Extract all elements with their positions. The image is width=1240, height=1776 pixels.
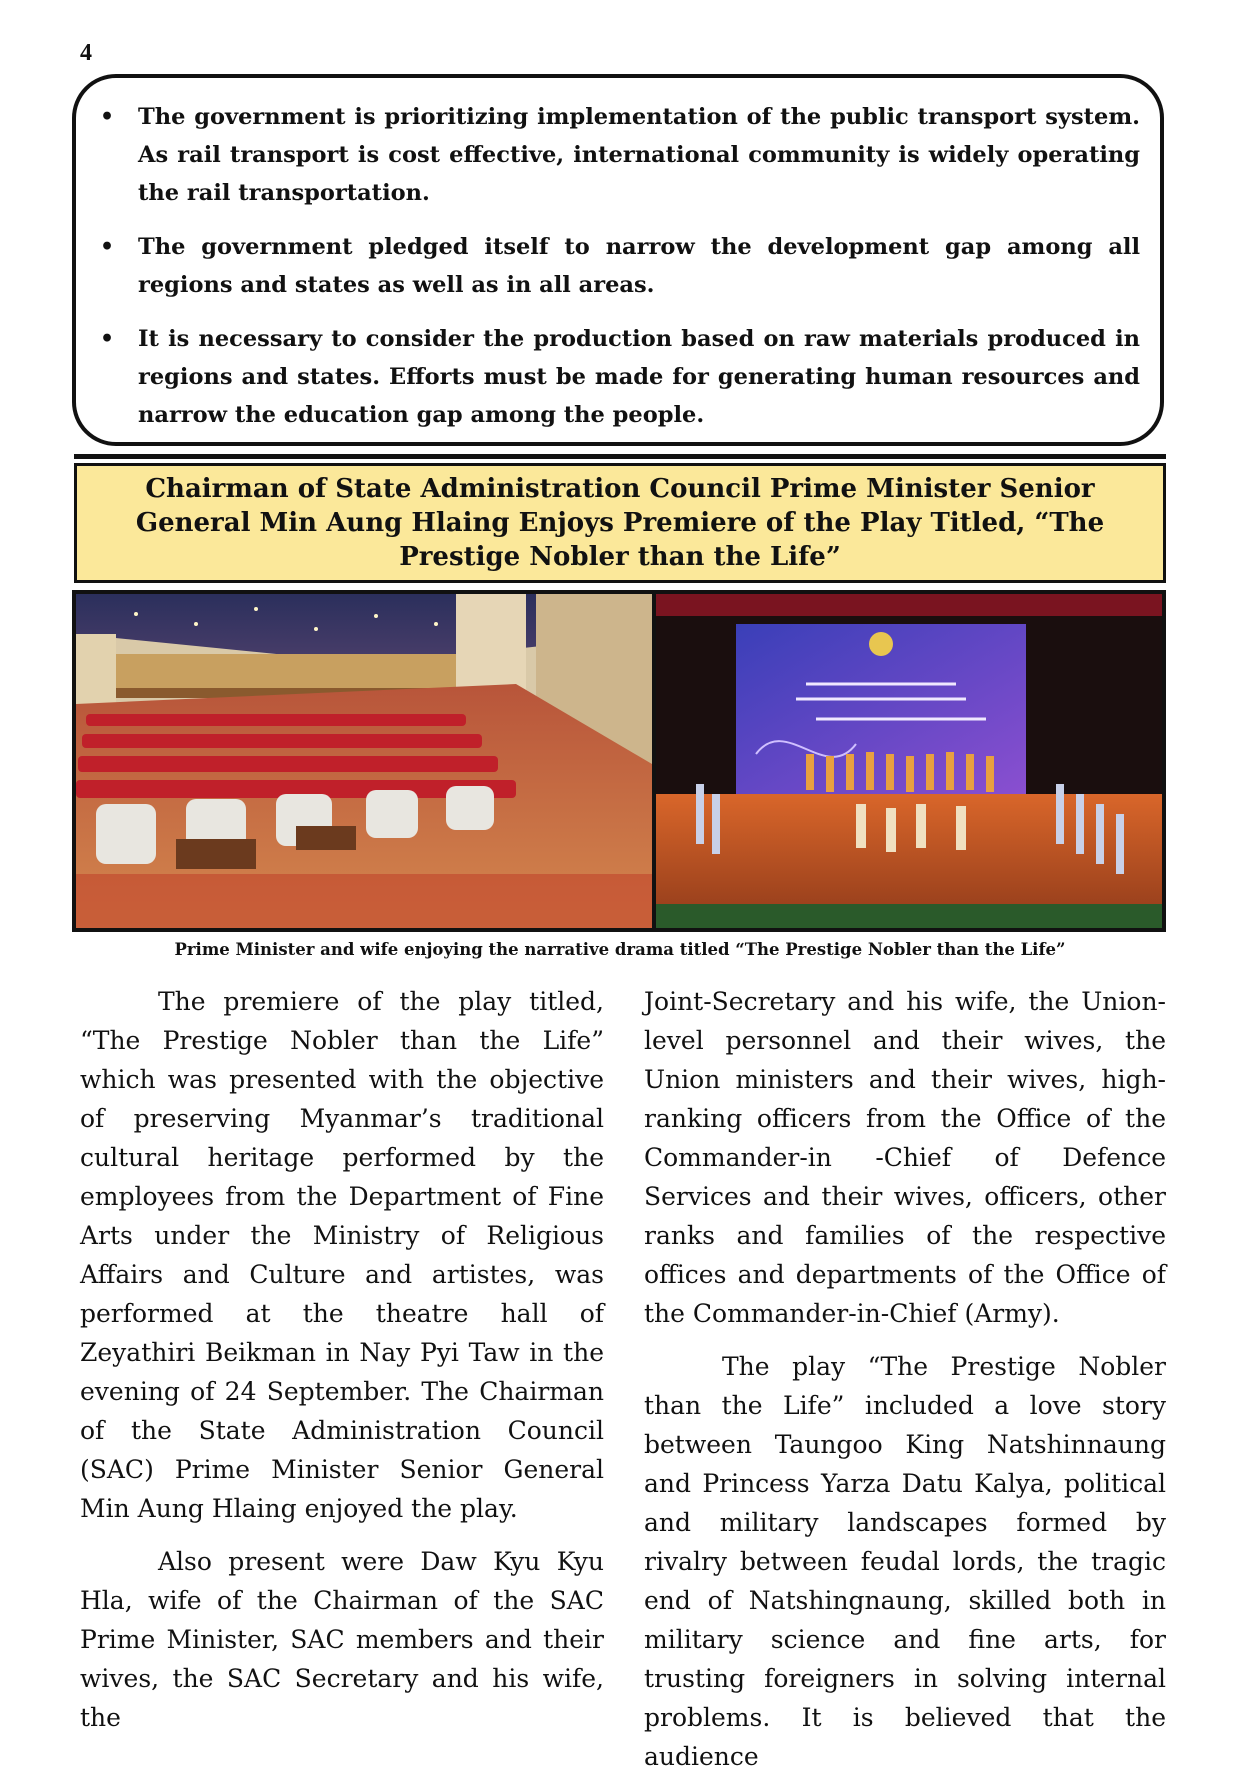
- page-number: 4: [80, 40, 92, 66]
- key-point-text: It is necessary to consider the production based on raw materials produced in regions and states. Efforts must be made for generating human resources and narrow the education gap among the people.: [138, 326, 1140, 428]
- stage-performance-photo: [656, 594, 1162, 928]
- article-paragraph: Joint-Secretary and his wife, the Union-level personnel and their wives, the Union ministers and their wives, high-ranking officers from the Office of the Commander-in -Chief of Defence Services and their wives, officers, other ranks and families of the respective offices and departments of the Office of the Commander-in-Chief (Army).: [644, 987, 1166, 1328]
- section-divider: [74, 454, 1166, 459]
- photo-caption: Prime Minister and wife enjoying the narrative drama titled “The Prestige Nobler than the Life”: [174, 940, 1066, 959]
- article-paragraph: The premiere of the play titled, “The Prestige Nobler than the Life” which was presented with the objective of preserving Myanmar’s traditional cultural heritage performed by the employees from the Department of Fine Arts under the Ministry of Religious Affairs and Culture and artistes, was performed at the theatre hall of Zeyathiri Beikman in Nay Pyi Taw in the evening of 24 September. The Chairman of the State Administration Council (SAC) Prime Minister Senior General Min Aung Hlaing enjoyed the play.: [80, 987, 604, 1523]
- article-headline: Chairman of State Administration Council Prime Minister Senior General Min Aung Hlaing Enjoys Premiere of the Play Titled, “The Prestige Nobler than the Life”: [135, 474, 1105, 572]
- key-point: [98, 98, 1140, 212]
- bullet-icon: •: [100, 104, 115, 130]
- key-points-box: [72, 74, 1164, 446]
- photo-strip: [72, 590, 1166, 932]
- headline-banner: [74, 463, 1166, 583]
- key-points-list: [98, 98, 1140, 450]
- key-point: [98, 228, 1140, 304]
- article-paragraph: Also present were Daw Kyu Kyu Hla, wife of the Chairman of the SAC Prime Minister, SAC members and their wives, the SAC Secretary and his wife, the: [80, 1547, 604, 1732]
- key-point-text: The government is prioritizing implementation of the public transport system. As rail transport is cost effective, international community is widely operating the rail transportation.: [138, 104, 1140, 206]
- key-point-text: The government pledged itself to narrow the development gap among all regions and states as well as in all areas.: [138, 234, 1140, 298]
- bullet-icon: •: [100, 326, 115, 352]
- key-point: [98, 320, 1140, 434]
- bullet-icon: •: [100, 234, 115, 260]
- article-column-right: [644, 982, 1166, 1776]
- article-column-left: [80, 982, 604, 1737]
- article-paragraph: The play “The Prestige Nobler than the Life” included a love story between Taungoo King Natshinnaung and Princess Yarza Datu Kalya, political and military landscapes formed by rivalry between feudal lords, the tragic end of Natshingnaung, skilled both in military science and fine arts, for trusting foreigners in solving internal problems. It is believed that the audience: [644, 1352, 1166, 1771]
- theatre-audience-photo: [76, 594, 652, 928]
